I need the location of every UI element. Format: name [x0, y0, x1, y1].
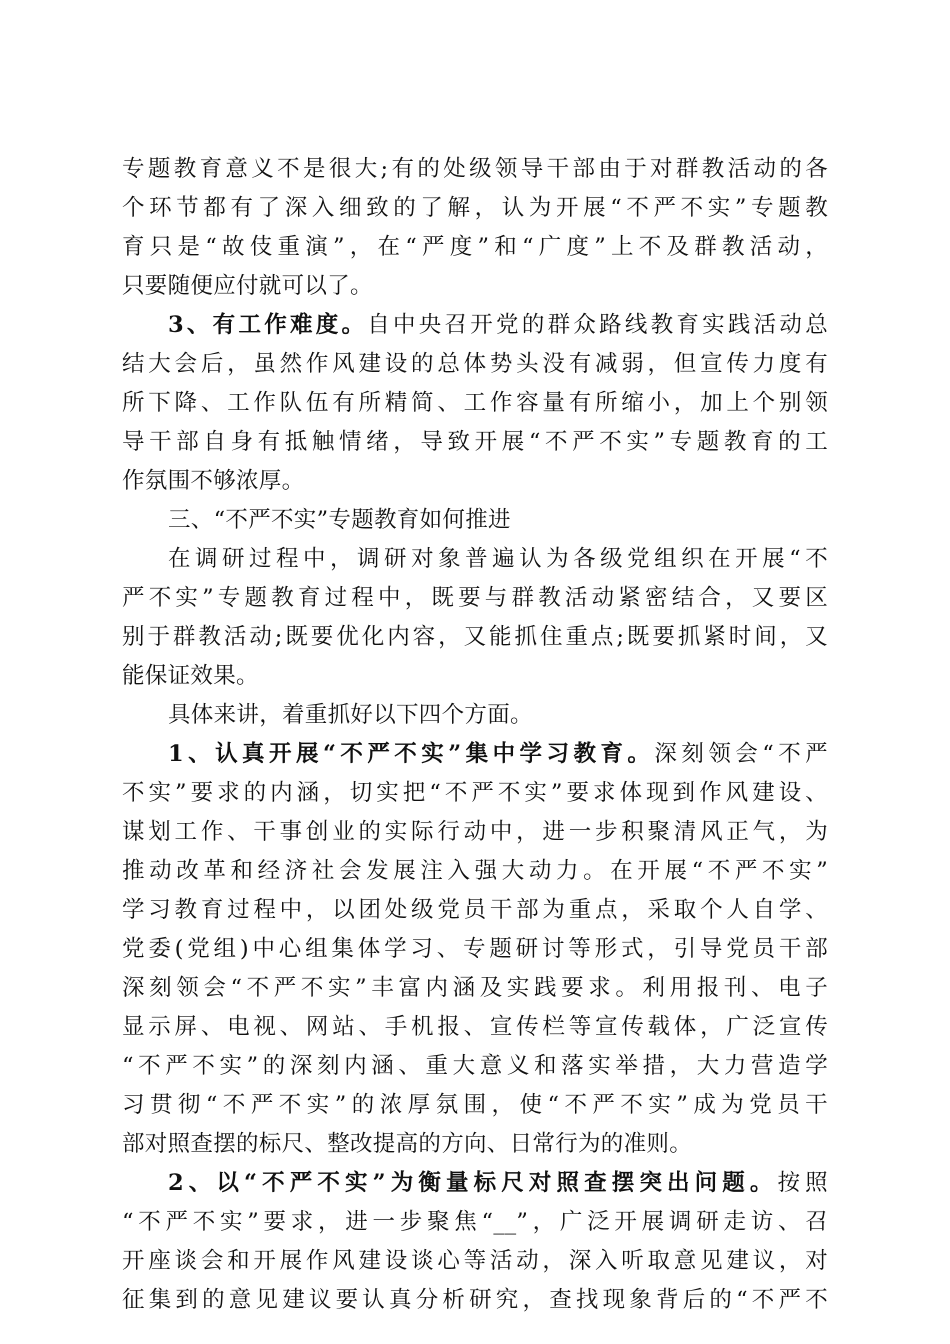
- text-line: [122, 657, 828, 696]
- text-line: [122, 696, 828, 735]
- line-text: 学习教育过程中，以团处级党员干部为重点，采取个人自学、: [122, 897, 828, 923]
- text-line: [122, 1086, 828, 1125]
- line-text: 所下降、工作队伍有所精简、工作容量有所缩小，加上个别领: [122, 390, 828, 416]
- line-text: 按照: [777, 1170, 828, 1196]
- text-line: [122, 462, 828, 501]
- text-line: [122, 930, 828, 969]
- line-text: 部对照查摆的标尺、整改提高的方向、日常行为的准则。: [122, 1131, 693, 1157]
- line-text: 推动改革和经济社会发展注入强大动力。在开展“不严不实”: [122, 858, 828, 884]
- text-line: [122, 735, 828, 774]
- document-page: [122, 150, 828, 1320]
- line-text: “不严不实”的深刻内涵、重大意义和落实举措，大力营造学: [122, 1053, 828, 1079]
- line-text: 三、“不严不实”专题教育如何推进: [168, 507, 511, 533]
- text-line: [122, 1125, 828, 1164]
- text-line: [122, 150, 828, 189]
- text-line: [122, 1203, 828, 1242]
- line-text: 显示屏、电视、网站、手机报、宣传栏等宣传载体，广泛宣传: [122, 1014, 828, 1040]
- line-text: 别于群教活动;既要优化内容，又能抓住重点;既要抓紧时间，又: [122, 624, 828, 650]
- bold-heading-text: 1、认真开展“不严不实”集中学习教育。: [168, 741, 655, 767]
- line-text: 自中央召开党的群众路线教育实践活动总: [367, 312, 828, 338]
- line-text: “不严不实”要求，进一步聚焦“__”，广泛开展调研走访、召: [122, 1209, 828, 1235]
- line-text: 只要随便应付就可以了。: [122, 273, 373, 299]
- line-text: 深刻领会“不严: [654, 741, 828, 767]
- text-line: [122, 579, 828, 618]
- line-text: 个环节都有了深入细致的了解，认为开展“不严不实”专题教: [122, 195, 828, 221]
- text-line: [122, 774, 828, 813]
- text-line: [122, 1164, 828, 1203]
- bold-heading-text: 3、有工作难度。: [168, 312, 368, 338]
- line-text: 结大会后，虽然作风建设的总体势头没有减弱，但宣传力度有: [122, 351, 828, 377]
- text-line: [122, 540, 828, 579]
- line-text: 不实”要求的内涵，切实把“不严不实”要求体现到作风建设、: [122, 780, 828, 806]
- line-text: 习贯彻“不严不实”的浓厚氛围，使“不严不实”成为党员干: [122, 1092, 828, 1118]
- text-line: [122, 306, 828, 345]
- text-line: [122, 228, 828, 267]
- text-line: [122, 501, 828, 540]
- text-line: [122, 969, 828, 1008]
- line-text: 导干部自身有抵触情绪，导致开展“不严不实”专题教育的工: [122, 429, 828, 455]
- line-text: 育只是“故伎重演”，在“严度”和“广度”上不及群教活动，: [122, 234, 828, 260]
- text-line: [122, 1047, 828, 1086]
- line-text: 征集到的意见建议要认真分析研究，查找现象背后的“不严不: [122, 1287, 828, 1313]
- text-line: [122, 345, 828, 384]
- text-line: [122, 267, 828, 306]
- line-text: 党委(党组)中心组集体学习、专题研讨等形式，引导党员干部: [122, 936, 828, 962]
- line-text: 作氛围不够浓厚。: [122, 468, 305, 494]
- bold-heading-text: 2、以“不严不实”为衡量标尺对照查摆突出问题。: [168, 1170, 778, 1196]
- text-line: [122, 1242, 828, 1281]
- line-text: 深刻领会“不严不实”丰富内涵及实践要求。利用报刊、电子: [122, 975, 828, 1001]
- line-text: 具体来讲，着重抓好以下四个方面。: [168, 702, 533, 728]
- text-line: [122, 1008, 828, 1047]
- text-line: [122, 1281, 828, 1320]
- text-line: [122, 618, 828, 657]
- text-line: [122, 813, 828, 852]
- text-line: [122, 423, 828, 462]
- text-line: [122, 384, 828, 423]
- text-line: [122, 189, 828, 228]
- line-text: 开座谈会和开展作风建设谈心等活动，深入听取意见建议，对: [122, 1248, 828, 1274]
- line-text: 在调研过程中，调研对象普遍认为各级党组织在开展“不: [168, 546, 828, 572]
- line-text: 专题教育意义不是很大;有的处级领导干部由于对群教活动的各: [122, 156, 828, 182]
- line-text: 严不实”专题教育过程中，既要与群教活动紧密结合，又要区: [122, 585, 828, 611]
- text-line: [122, 891, 828, 930]
- line-text: 谋划工作、干事创业的实际行动中，进一步积聚清风正气，为: [122, 819, 828, 845]
- line-text: 能保证效果。: [122, 663, 259, 689]
- text-line: [122, 852, 828, 891]
